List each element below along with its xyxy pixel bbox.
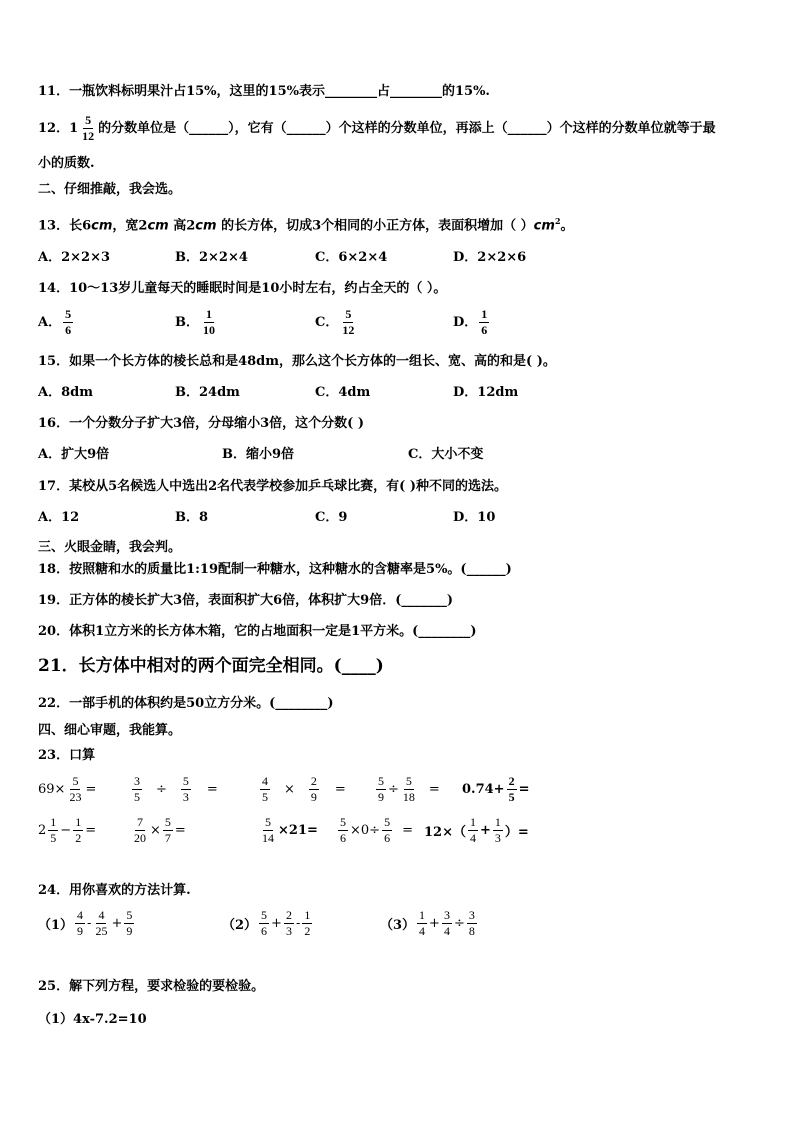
mixed-whole: 2 — [38, 823, 47, 838]
fraction — [48, 815, 58, 846]
problem-label: （3） — [380, 918, 416, 933]
numerator: 1 — [481, 307, 488, 321]
expr-suffix: = — [428, 782, 440, 797]
denominator: 7 — [164, 831, 171, 845]
denominator: 9 — [378, 790, 384, 804]
denominator: 8 — [468, 924, 475, 938]
question-15: 15．如果一个长方体的棱长总和是48dm，那么这个长方体的一组长、宽、高的和是( )。 — [38, 354, 556, 369]
denominator: 5 — [50, 831, 57, 845]
operator: × — [150, 823, 161, 838]
expr-suffix: = — [402, 823, 413, 838]
operator: + — [111, 916, 123, 931]
question-14: 14．10～13岁儿童每天的睡眠时间是10小时左右，约占全天的（ ）。 — [38, 281, 447, 296]
q23-expr-2 — [130, 774, 218, 805]
fraction — [507, 774, 517, 805]
denominator: 4 — [443, 924, 450, 938]
denominator: 9 — [126, 924, 133, 938]
q15-option-d[interactable]: D．12dm — [453, 385, 519, 400]
numerator: 1 — [50, 815, 57, 829]
expr-prefix: 0.74+ — [462, 782, 505, 797]
numerator: 5 — [378, 774, 384, 788]
operator: ÷ — [388, 782, 399, 797]
q24-problem-2 — [222, 908, 314, 939]
question-12 — [38, 113, 716, 144]
denominator: 6 — [384, 831, 391, 845]
q13-superscript: 2 — [554, 216, 561, 226]
fraction — [467, 908, 477, 939]
denominator: 2 — [304, 924, 311, 938]
numerator: 5 — [265, 815, 271, 829]
denominator: 5 — [508, 790, 515, 804]
q14-option-b[interactable] — [175, 307, 219, 338]
denominator: 14 — [262, 831, 274, 845]
question-11: 11．一瓶饮料标明果汁占15%，这里的15%表示________占________的15%. — [38, 84, 490, 99]
question-25: 25．解下列方程，要求检验的要检验。 — [38, 979, 265, 994]
numerator: 5 — [261, 908, 268, 922]
fraction — [93, 908, 109, 939]
denominator: 6 — [340, 831, 346, 845]
fraction — [163, 815, 173, 846]
numerator: 4 — [262, 774, 268, 788]
q13-part-d: 的长方体，切成3个相同的小正方体，表面积增加（ ） — [216, 218, 534, 234]
fraction — [468, 815, 478, 846]
numerator: 7 — [137, 815, 143, 829]
operator: ÷ — [156, 782, 167, 797]
denominator: 3 — [494, 831, 501, 845]
q16-option-c[interactable]: C．大小不变 — [408, 447, 484, 462]
q23-expr-7 — [130, 815, 186, 846]
fraction — [442, 908, 452, 939]
q23-expr-8 — [258, 815, 318, 846]
fraction — [302, 908, 312, 939]
q24-problem-3 — [380, 908, 479, 939]
denominator: 3 — [182, 790, 189, 804]
operator: + — [271, 916, 282, 931]
denominator: 6 — [65, 323, 72, 337]
numerator: 5 — [345, 307, 352, 321]
expr-suffix: = — [206, 782, 218, 797]
numerator: 3 — [443, 908, 450, 922]
numerator: 3 — [134, 774, 140, 788]
numerator: 5 — [182, 774, 189, 788]
fraction — [338, 815, 348, 846]
numerator: 2 — [310, 774, 317, 788]
denominator: 2 — [75, 831, 82, 845]
fraction — [132, 774, 142, 805]
fraction — [417, 908, 427, 939]
numerator: 1 — [419, 908, 426, 922]
question-20: 20．体积1立方米的长方体木箱，它的占地面积一定是1平方米。(________) — [38, 624, 477, 639]
q17-option-b[interactable]: B．8 — [175, 510, 209, 525]
expr-suffix: ）= — [504, 825, 529, 840]
question-18: 18．按照糖和水的质量比1:19配制一种糖水，这种糖水的含糖率是5%。(______) — [38, 562, 512, 577]
denominator: 3 — [285, 924, 292, 938]
denominator: 12 — [342, 323, 355, 337]
q13-end: 。 — [560, 218, 574, 234]
fraction — [75, 908, 85, 939]
expr-suffix: = — [85, 823, 97, 838]
denominator: 25 — [95, 924, 108, 938]
q16-option-b[interactable]: B．缩小9倍 — [222, 447, 295, 462]
q14-option-b-label: B． — [175, 314, 199, 330]
numerator: 4 — [77, 908, 84, 922]
q14-option-d[interactable] — [453, 307, 491, 338]
fraction — [73, 815, 83, 846]
fraction — [401, 774, 417, 805]
question-25-part-1: （1）4x-7.2=10 — [38, 1012, 147, 1027]
denominator: 9 — [310, 790, 317, 804]
section-3-heading: 三、火眼金睛，我会判。 — [38, 540, 182, 555]
fraction — [260, 815, 276, 846]
numerator: 5 — [65, 307, 72, 321]
numerator: 5 — [126, 908, 133, 922]
q12-rest: 的分数单位是（______），它有（______）个这样的分数单位，再添上（______）个这样的分数单位就等于最 — [98, 120, 716, 136]
fraction — [181, 774, 191, 805]
numerator: 1 — [304, 908, 311, 922]
denominator: 4 — [419, 924, 426, 938]
q13-unit-1: cm — [91, 218, 113, 234]
fraction — [493, 815, 503, 846]
expr-suffix: = — [518, 782, 530, 797]
q14-option-c[interactable] — [315, 307, 358, 338]
q17-option-c[interactable]: C．9 — [315, 510, 348, 525]
fraction — [132, 815, 148, 846]
fraction — [382, 815, 392, 846]
question-13 — [38, 211, 574, 236]
q13-option-c[interactable]: C．6×2×4 — [315, 250, 388, 265]
q15-option-c[interactable]: C．4dm — [315, 385, 371, 400]
q14-option-a-fraction — [63, 307, 73, 338]
numerator: 5 — [405, 774, 412, 788]
q17-option-a[interactable]: A．12 — [38, 510, 80, 525]
expr-prefix: 12×（ — [424, 825, 466, 840]
operator: × — [284, 782, 295, 797]
fraction — [260, 774, 270, 805]
numerator: 5 — [340, 815, 346, 829]
q14-option-d-label: D． — [453, 314, 478, 330]
q13-option-a[interactable]: A．2×2×3 — [38, 250, 111, 265]
q12-fraction — [80, 113, 96, 144]
question-21: 21．长方体中相对的两个面完全相同。(____) — [38, 656, 384, 676]
q12-prefix: 12．1 — [38, 120, 79, 136]
q13-option-d[interactable]: D．2×2×6 — [453, 250, 527, 265]
q16-option-a[interactable]: A．扩大9倍 — [38, 447, 110, 462]
operator: ÷ — [453, 916, 465, 931]
q13-part-a: 13．长6 — [38, 218, 92, 234]
numerator: 4 — [98, 908, 105, 922]
q15-option-a[interactable]: A．8dm — [38, 385, 93, 400]
q17-option-d[interactable]: D．10 — [453, 510, 496, 525]
q23-expr-1 — [38, 774, 96, 805]
numerator: 5 — [72, 774, 79, 788]
operator: + — [479, 823, 491, 838]
numerator: 1 — [494, 815, 501, 829]
operator: + — [429, 916, 440, 931]
operator: ×0÷ — [350, 823, 381, 838]
numerator: 1 — [469, 815, 476, 829]
question-16: 16．一个分数分子扩大3倍，分母缩小3倍，这个分数( ) — [38, 416, 365, 431]
fraction — [67, 774, 83, 805]
q14-option-c-fraction — [340, 307, 356, 338]
q23-expr-6 — [38, 815, 96, 846]
q14-option-c-label: C． — [315, 314, 339, 330]
fraction — [259, 908, 269, 939]
expr-suffix: = — [334, 782, 346, 797]
numerator: 1 — [206, 307, 212, 321]
numerator: 5 — [164, 815, 171, 829]
section-2-heading: 二、仔细推敲，我会选。 — [38, 182, 182, 197]
q14-option-a-label: A． — [38, 314, 62, 330]
fraction — [284, 908, 294, 939]
q14-option-a[interactable] — [38, 307, 75, 338]
denominator: 20 — [134, 831, 146, 845]
q15-option-b[interactable]: B．24dm — [175, 385, 240, 400]
denominator: 6 — [481, 323, 488, 337]
question-24: 24．用你喜欢的方法计算. — [38, 883, 191, 898]
numerator: 3 — [468, 908, 475, 922]
q24-problem-1 — [38, 908, 136, 939]
q14-option-d-fraction — [479, 307, 489, 338]
section-4-heading: 四、细心审题，我能算。 — [38, 723, 182, 738]
expr-prefix: 69× — [38, 782, 66, 797]
fraction — [124, 908, 134, 939]
problem-label: （1） — [38, 918, 74, 933]
operator: − — [60, 823, 72, 838]
q13-unit-2: cm — [147, 218, 169, 234]
operator: - — [87, 916, 92, 931]
expr-suffix: = — [174, 823, 186, 838]
denominator: 23 — [69, 790, 82, 804]
fraction — [376, 774, 386, 805]
q14-option-b-fraction — [201, 307, 217, 338]
q23-expr-3 — [258, 774, 346, 805]
question-19: 19．正方体的棱长扩大3倍，表面积扩大6倍，体积扩大9倍．(_______) — [38, 593, 454, 608]
denominator: 18 — [402, 790, 415, 804]
denominator: 9 — [77, 924, 84, 938]
numerator: 5 — [384, 815, 391, 829]
numerator: 1 — [75, 815, 82, 829]
q13-part-c: 高2 — [168, 218, 196, 234]
denominator: 10 — [203, 323, 215, 337]
denominator: 6 — [261, 924, 268, 938]
q23-expr-4 — [374, 774, 440, 805]
question-22: 22．一部手机的体积约是50立方分米。(________) — [38, 696, 334, 711]
expr-suffix: ×21= — [278, 823, 318, 838]
question-12-line2: 小的质数. — [38, 156, 95, 171]
q12-numerator: 5 — [85, 113, 92, 127]
expr-suffix: = — [85, 782, 97, 797]
question-23: 23．口算 — [38, 748, 96, 763]
question-17: 17．某校从5名候选人中选出2名代表学校参加乒乓球比赛，有( )种不同的选法。 — [38, 479, 508, 494]
operator: - — [295, 916, 301, 931]
q23-expr-5 — [462, 774, 529, 805]
q12-denominator: 12 — [82, 129, 95, 143]
numerator: 2 — [285, 908, 292, 922]
q23-expr-9 — [336, 815, 413, 846]
denominator: 5 — [262, 790, 268, 804]
denominator: 4 — [469, 831, 476, 845]
problem-label: （2） — [222, 918, 258, 933]
denominator: 5 — [134, 790, 140, 804]
fraction — [309, 774, 319, 805]
q23-expr-10 — [424, 815, 529, 846]
numerator: 2 — [508, 774, 515, 788]
q13-unit-4: cm — [533, 218, 555, 234]
q13-part-b: ，宽2 — [112, 218, 148, 234]
q13-unit-3: cm — [195, 218, 217, 234]
q13-option-b[interactable]: B．2×2×4 — [175, 250, 248, 265]
